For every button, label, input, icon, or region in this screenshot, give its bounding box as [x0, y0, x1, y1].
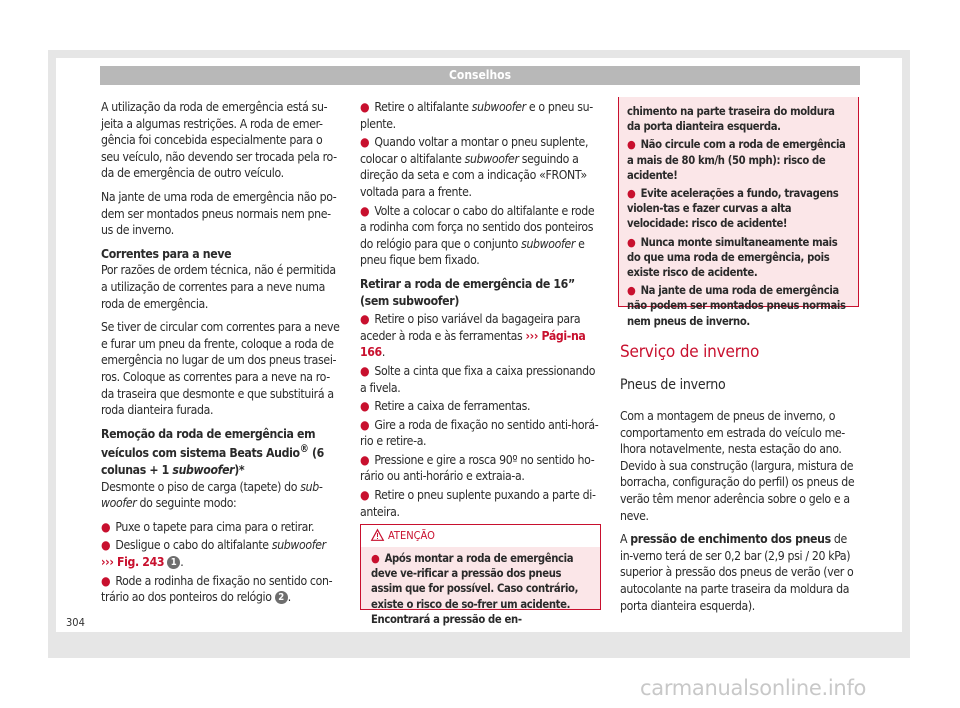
list-item — [101, 573, 341, 606]
registered-mark: ® — [299, 444, 309, 456]
watermark: carmanualsonline.info — [640, 676, 867, 700]
bullet-dot: ● — [360, 135, 370, 150]
subheading-italic: subwoofer — [172, 462, 235, 477]
list-item-text: Retire o pneu suplente puxando a parte di-anteira. — [360, 488, 596, 519]
bullet-dot: ● — [360, 488, 370, 503]
warning-text: Não circule com a roda de emergência a mais de 80 km/h (50 mph): risco de acidente! — [627, 138, 846, 182]
bullet-dot: ● — [360, 203, 370, 218]
italic-term: subwoofer — [521, 236, 576, 251]
text: . — [381, 345, 385, 360]
warning-box — [360, 524, 601, 626]
text: A — [620, 532, 631, 547]
bullet-dot: ● — [627, 138, 636, 152]
paragraph: Na jante de uma roda de emergência não po-dem ser montados pneus normais nem pne-us de inverno. — [101, 189, 337, 238]
text: . — [287, 590, 291, 605]
bullet-dot: ● — [627, 284, 636, 298]
subheading-text: (6 colunas + 1 — [101, 446, 324, 477]
list-item-text: Solte a cinta que fixa a caixa pressionando a fivela. — [360, 363, 596, 395]
bullet-dot: ● — [101, 519, 111, 534]
list-item — [627, 186, 850, 232]
figure-link[interactable]: ››› Fig. 243 — [101, 554, 165, 569]
warning-label: ATENÇÃO — [388, 529, 435, 542]
warning-triangle-icon — [371, 529, 384, 541]
list-item — [360, 398, 601, 415]
list-item — [627, 137, 850, 183]
warning-text: Evite acelerações a fundo, travagens violen-tas e fazer curvas a alta velocidade: risco de acidente! — [627, 187, 839, 231]
warning-box-continued — [618, 97, 859, 328]
list-item-text: Desligue o cabo do altifalante — [115, 538, 272, 553]
subheading-text: )* — [234, 462, 245, 477]
bullet-dot: ● — [360, 363, 370, 378]
text: do seguinte modo: — [136, 496, 237, 511]
list-item — [360, 311, 601, 361]
paragraph: Com a montagem de pneus de inverno, o comportamento em estrada do veículo me-lhora notavelmente, nesta estação do ano. Devido à sua construção (largura, mistura de borracha, configuração do perfil) os pneus de verão têm menor aderência sobre o gelo e a neve. — [620, 409, 855, 523]
paragraph: Se tiver de circular com correntes para a neve e furar um pneu da frente, coloque a roda de emergência no lugar de um dos pneus trasei-ros. Coloque as correntes para a neve na ro-da traseira que desmonte e que substituirá a roda dianteira furada. — [101, 320, 340, 418]
warning-text: Após montar a roda de emergência deve ve-rificar a pressão dos pneus assim que for possível. Caso contrário, existe o risco de so-frer um acidente. Encontrará a pressão de en- — [371, 552, 579, 626]
list-item-text: Gire a roda de fixação no sentido anti-horá-rio e retire-a. — [360, 417, 599, 449]
bold-term: pressão de enchimento dos pneus — [630, 532, 831, 547]
list-item-text: Quando voltar a montar o pneu suplente, colocar o altifalante — [360, 135, 589, 166]
bullet-dot: ● — [101, 573, 111, 588]
bullet-dot: ● — [360, 312, 370, 327]
list-item-text: Volte a colocar o cabo do altifalante e rode a rodinha com força no sentido dos ponteiros do relógio para que o conjunto — [360, 203, 595, 251]
list-item-text: e pneu fique bem fixado. — [360, 236, 585, 268]
warning-body — [361, 547, 600, 626]
list-item-text: seguindo a direção da seta e com a indicação «FRONT» voltada para a frente. — [360, 151, 587, 199]
list-item — [360, 203, 601, 269]
italic-term: subwoofer — [271, 538, 326, 553]
page-header: Conselhos — [100, 66, 860, 85]
list-item-text: Pressione e gire a rosca 90º no sentido ho-rário ou anti-horário e extraia-a. — [360, 452, 595, 484]
subheading-text: Correntes para a neve — [101, 246, 232, 261]
bullet-dot: ● — [360, 399, 370, 414]
warning-text: chimento na parte traseira do moldura da porta dianteira esquerda. — [627, 105, 835, 134]
warning-header — [361, 525, 600, 547]
subheading — [101, 246, 341, 263]
column-2 — [360, 99, 601, 522]
list-item — [360, 452, 601, 485]
callout-number: 2 — [275, 591, 288, 604]
list-item — [360, 99, 601, 132]
warning-text: Nunca monte simultaneamente mais do que uma roda de emergência, pois existe risco de acidente. — [627, 235, 838, 280]
bullet-dot: ● — [360, 452, 370, 467]
text: . — [180, 554, 184, 569]
list-item-text: Retire o altifalante — [374, 100, 472, 114]
subheading: Retirar a roda de emergência de 16” (sem subwoofer) — [360, 276, 575, 308]
column-1 — [101, 99, 341, 613]
italic-term: sub-woofer — [101, 479, 323, 511]
warning-text: Na jante de uma roda de emergência não podem ser montados pneus normais nem pneus de inverno. — [627, 284, 846, 328]
bullet-dot: ● — [627, 235, 636, 249]
list-item-text: Retire o piso variável da bagageira para aceder à roda e às ferramentas — [360, 312, 581, 343]
italic-term: subwoofer — [471, 100, 526, 114]
italic-term: subwoofer — [464, 151, 519, 166]
paragraph: A utilização da roda de emergência está su-jeita a algumas restrições. A roda de emer-gência foi concebida especialmente para o seu veículo, não devendo ser trocada pela ro-da de emergência de outro veículo. — [101, 100, 337, 181]
paragraph — [620, 531, 860, 614]
list-item — [101, 537, 341, 570]
page-link[interactable]: ››› Pági-na 166 — [360, 328, 586, 360]
list-item-text: Retire a caixa de ferramentas. — [374, 399, 531, 414]
list-item — [627, 235, 850, 281]
column-3 — [620, 408, 860, 621]
list-item-text: Puxe o tapete para cima para o retirar. — [115, 519, 315, 534]
subheading — [101, 426, 341, 479]
list-item-text: Rode a rodinha de fixação no sentido con-trário ao dos ponteiros do relógio — [101, 573, 333, 605]
list-item — [371, 551, 592, 627]
paragraph: Por razões de ordem técnica, não é permitida a utilização de correntes para a neve numa roda de emergência. — [101, 263, 336, 311]
paragraph — [101, 479, 341, 512]
subheading-text: Remoção da roda de emergência em veículos com sistema Beats Audio — [101, 426, 316, 461]
list-item — [360, 134, 601, 200]
list-item — [101, 519, 341, 536]
bullet-dot: ● — [360, 100, 370, 114]
list-item-text: e o pneu su-plente. — [360, 100, 593, 131]
list-item — [360, 487, 601, 520]
subsection-title: Pneus de inverno — [620, 377, 726, 393]
list-item — [360, 417, 601, 450]
callout-number: 1 — [167, 556, 180, 569]
page-number: 304 — [66, 616, 85, 629]
bullet-dot: ● — [371, 552, 380, 565]
bullet-dot: ● — [360, 417, 370, 432]
warning-body — [619, 97, 858, 328]
list-item — [627, 283, 850, 329]
bullet-dot: ● — [101, 538, 111, 553]
text: Desmonte o piso de carga (tapete) do — [101, 479, 301, 494]
text: de in-verno terá de ser 0,2 bar (2,9 psi / 20 kPa) superior à pressão dos pneus de verão (ver o autocolante na parte traseira da moldura da porta dianteira esquerda). — [620, 532, 854, 613]
bullet-dot: ● — [627, 187, 636, 201]
list-item — [360, 363, 601, 396]
section-title: Serviço de inverno — [620, 342, 760, 362]
